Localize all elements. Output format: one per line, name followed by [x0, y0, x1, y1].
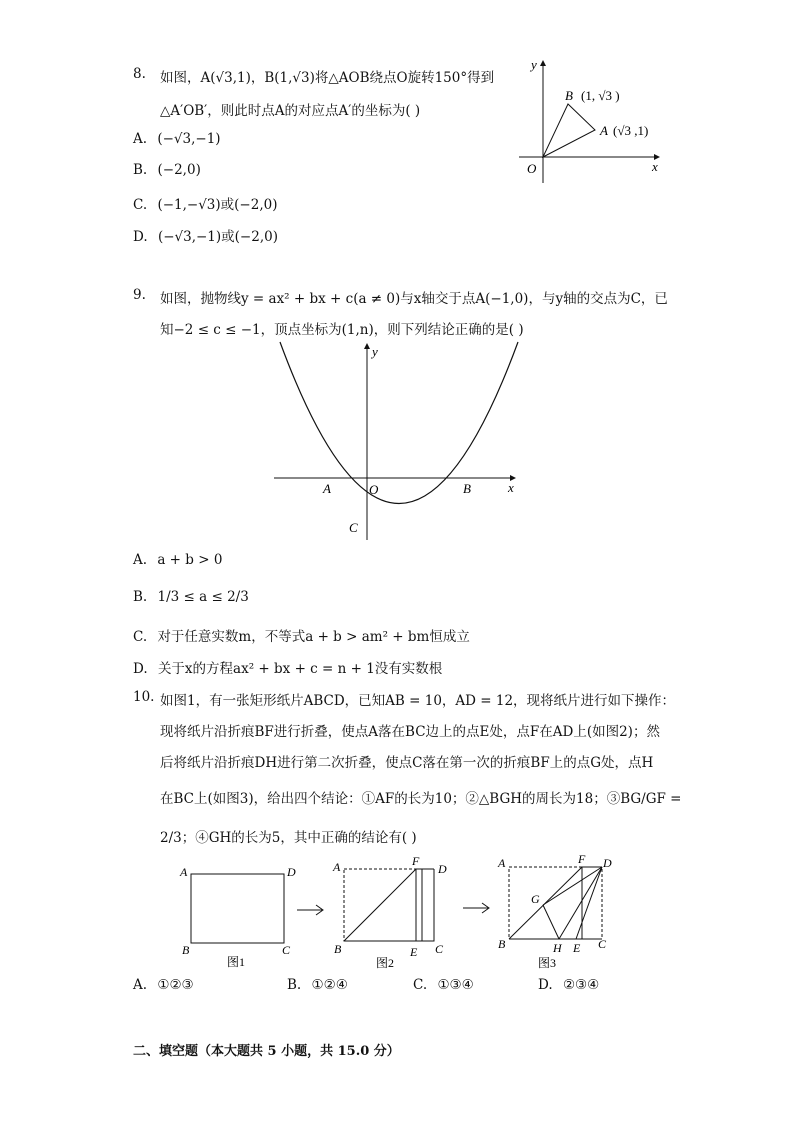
point-b-coord: (1, √3 ) [581, 88, 620, 103]
label-c: C [598, 937, 607, 951]
label-c: C [282, 943, 291, 957]
q9-option-a[interactable] [133, 552, 222, 568]
option-label: A. [133, 977, 148, 993]
option-label: C. [133, 197, 148, 213]
label-f: F [412, 854, 420, 868]
origin-label: O [369, 482, 379, 497]
q9-option-c[interactable] [133, 625, 470, 645]
q10-figure3 [492, 850, 622, 975]
q10-line4: 在BC上(如图3)，给出四个结论：①AF的长为10；②△BGH的周长为18；③BG/GF = [160, 791, 682, 807]
arrow-2-icon [462, 902, 492, 914]
y-label: y [372, 344, 378, 359]
q8-option-a[interactable] [133, 131, 221, 147]
q8-option-b[interactable] [133, 162, 201, 178]
arrow-1-icon [296, 904, 326, 916]
q9-option-d[interactable] [133, 657, 442, 677]
option-text: (−√3,−1)或(−2,0) [157, 229, 278, 245]
origin-label: O [527, 161, 537, 176]
label-e: E [573, 941, 581, 955]
option-label: B. [133, 162, 148, 178]
option-label: D. [133, 229, 148, 245]
q10-option-d[interactable] [538, 977, 599, 993]
label-a: A [180, 865, 188, 879]
line-gh [543, 905, 559, 939]
x-label: x [508, 480, 514, 495]
q10-figure1 [175, 860, 300, 970]
point-a-label: A [600, 123, 608, 138]
q9-line2: 知−2 ≤ c ≤ −1，顶点坐标为(1,n)，则下列结论正确的是( ) [160, 322, 524, 338]
line-de [576, 867, 602, 939]
q10-option-a[interactable] [133, 977, 194, 993]
line-bf [344, 869, 416, 941]
q9-number: 9. [133, 287, 146, 303]
option-text: ②③④ [562, 977, 600, 993]
caption: 图3 [538, 956, 557, 970]
q8-line1: 如图，A(√3,1)，B(1,√3)将△AOB绕点O旋转150°得到 [160, 70, 495, 86]
label-d: D [287, 865, 296, 879]
option-text: 对于任意实数m，不等式a + b > am² + bm恒成立 [157, 629, 470, 645]
option-text: 关于x的方程ax² + bx + c = n + 1没有实数根 [157, 661, 443, 677]
dashed-rect [344, 869, 434, 941]
option-text: ①②④ [311, 977, 348, 993]
triangle-aob [543, 104, 595, 157]
y-label: y [531, 57, 537, 72]
caption: 图2 [376, 956, 395, 970]
label-g: G [531, 892, 540, 906]
q10-line2: 现将纸片沿折痕BF进行折叠，使点A落在BC边上的点E处，点F在AD上(如图2)；然 [160, 724, 660, 740]
label-c: C [435, 942, 444, 956]
q9-option-b[interactable] [133, 589, 249, 605]
q8-figure [515, 55, 665, 185]
option-text: (−√3,−1) [157, 131, 221, 147]
point-a-coord: (√3 ,1) [613, 123, 649, 138]
dashed-rect [509, 867, 602, 939]
option-label: B. [133, 589, 148, 605]
option-label: A. [133, 552, 148, 568]
line-gd [543, 867, 602, 905]
point-c-label: C [349, 520, 358, 535]
rectangle-abcd [191, 874, 284, 943]
label-d: D [603, 856, 612, 870]
label-a: A [333, 860, 341, 874]
q10-line3: 后将纸片沿折痕DH进行第二次折叠，使点C落在第一次的折痕BF上的点G处，点H [160, 755, 654, 771]
option-label: D. [538, 977, 553, 993]
section-title: 二、填空题（本大题共 5 小题，共 15.0 分） [133, 1044, 400, 1059]
q10-figure2 [328, 852, 453, 972]
q10-option-b[interactable] [287, 977, 348, 993]
option-text: a + b > 0 [157, 552, 223, 568]
caption: 图1 [227, 955, 246, 969]
option-text: (−2,0) [157, 162, 201, 178]
point-b-label: B [565, 88, 573, 103]
q10-option-c[interactable] [413, 977, 474, 993]
label-b: B [182, 943, 190, 957]
point-b-label: B [463, 481, 471, 496]
option-text: ①③④ [437, 977, 474, 993]
q8-number: 8. [133, 66, 146, 82]
point-a-label: A [323, 481, 331, 496]
q10-number: 10. [133, 689, 155, 705]
label-a: A [498, 856, 506, 870]
line-dh [559, 867, 602, 939]
q8-option-d[interactable] [133, 225, 278, 245]
option-text: (−1,−√3)或(−2,0) [157, 197, 278, 213]
label-e: E [410, 945, 418, 959]
option-label: A. [133, 131, 148, 147]
option-label: B. [287, 977, 302, 993]
option-text: ①②③ [157, 977, 194, 993]
label-f: F [578, 852, 586, 866]
label-d: D [438, 862, 447, 876]
x-label: x [652, 159, 658, 174]
q10-line1: 如图1，有一张矩形纸片ABCD，已知AB = 10，AD = 12，现将纸片进行如下操作： [160, 693, 676, 709]
option-label: C. [133, 629, 148, 645]
label-h: H [553, 941, 562, 955]
q9-line1: 如图，抛物线y = ax² + bx + c(a ≠ 0)与x轴交于点A(−1,0)，与y轴的交点为C，已 [160, 291, 668, 307]
option-text: 1/3 ≤ a ≤ 2/3 [157, 589, 249, 605]
option-label: C. [413, 977, 428, 993]
label-b: B [498, 937, 506, 951]
q9-figure [270, 340, 530, 550]
q10-line5: 2/3；④GH的长为5，其中正确的结论有( ) [160, 830, 417, 846]
option-label: D. [133, 661, 148, 677]
parabola [280, 342, 518, 504]
label-b: B [334, 942, 342, 956]
q8-line2: △A′OB′，则此时点A的对应点A′的坐标为( ) [160, 103, 421, 119]
q8-option-c[interactable] [133, 193, 277, 213]
